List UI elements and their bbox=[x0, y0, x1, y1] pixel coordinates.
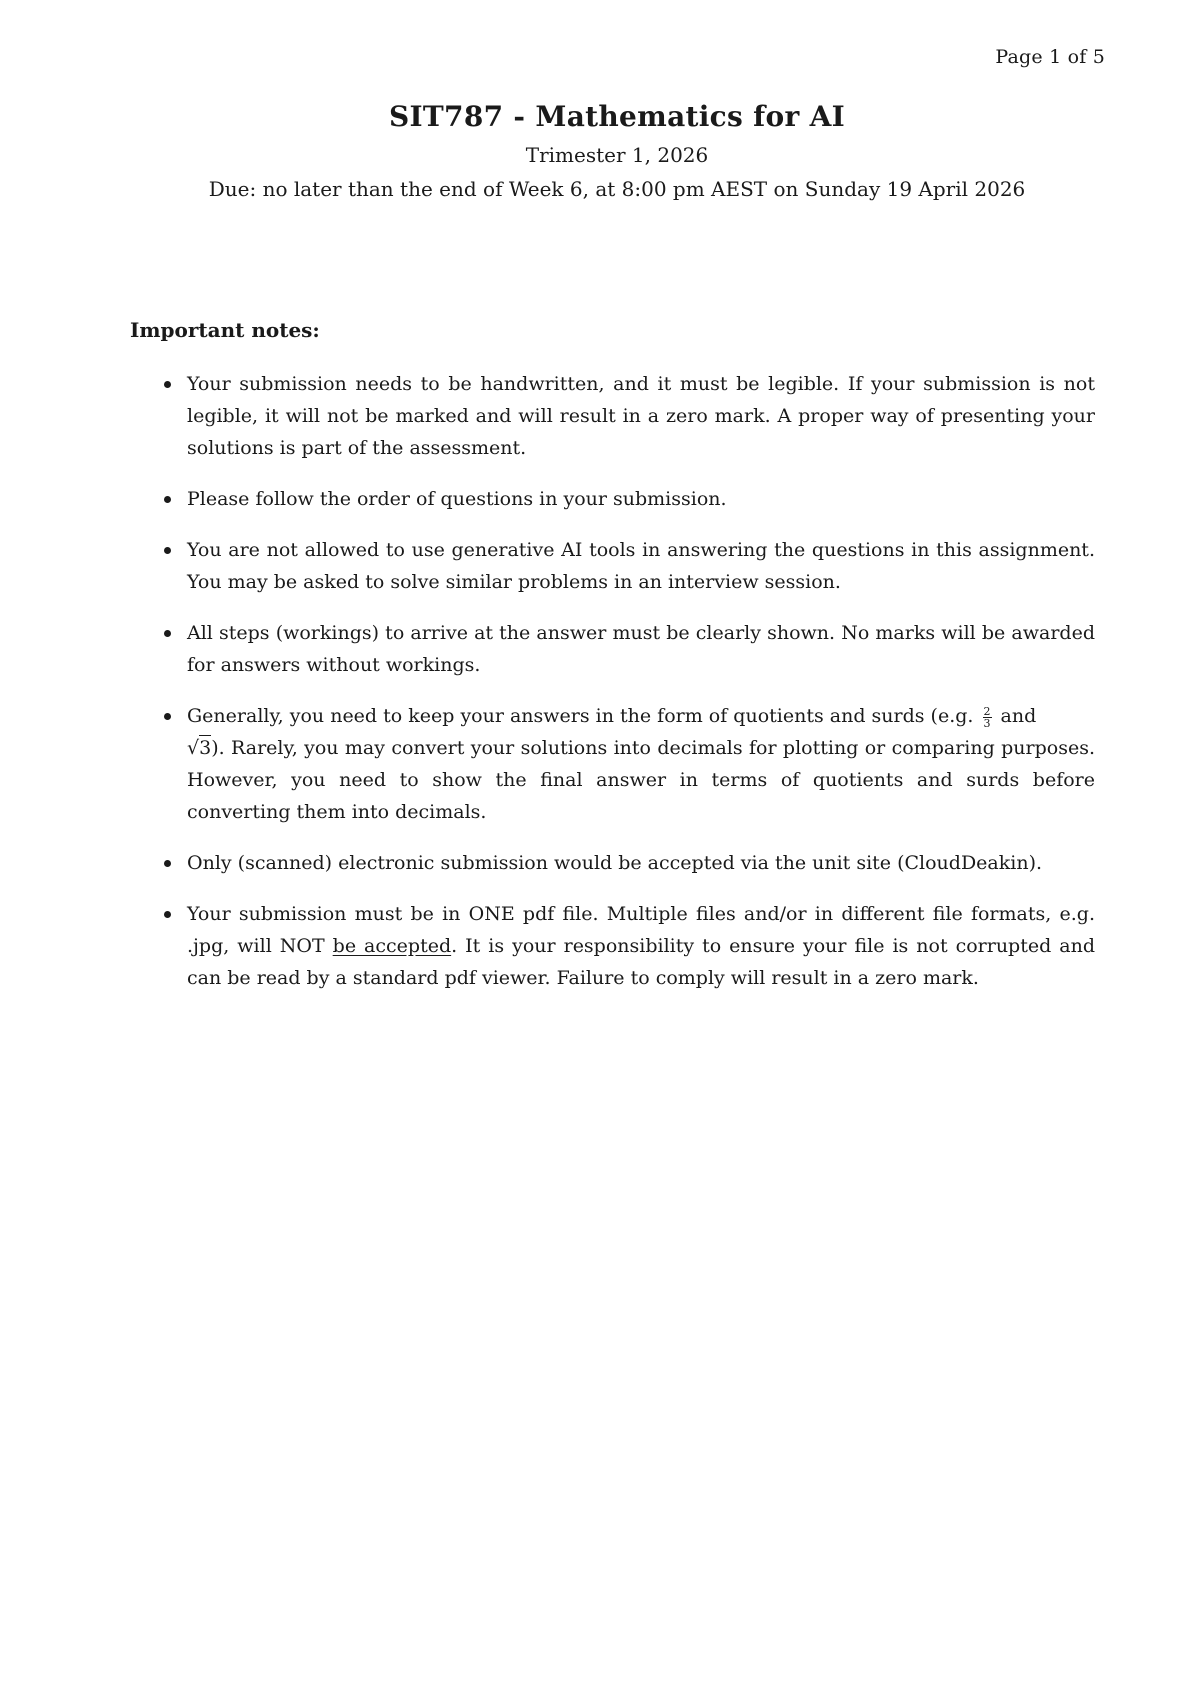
list-item bbox=[160, 617, 1095, 681]
note-text-before: Generally, you need to keep your answers in the form of quotients and surds (e.g. bbox=[187, 705, 974, 727]
bullet-icon bbox=[164, 381, 171, 388]
due-date: Due: no later than the end of Week 6, at 8:00 pm AEST on Sunday 19 April 2026 bbox=[208, 177, 1026, 201]
bullet-icon bbox=[164, 630, 171, 637]
notes-heading: Important notes: bbox=[130, 318, 320, 342]
sqrt-value: 3 bbox=[199, 737, 212, 759]
fraction-numerator: 2 bbox=[983, 704, 991, 718]
trimester-label: Trimester 1, 2026 bbox=[525, 143, 709, 167]
note-text-and: and bbox=[1000, 705, 1037, 727]
sqrt-sign: √ bbox=[187, 737, 200, 759]
bullet-icon bbox=[164, 911, 171, 918]
underlined-text: be accepted bbox=[332, 935, 452, 957]
note-text: All steps (workings) to arrive at the answer must be clearly shown. No marks will be awarded for answers without workings. bbox=[187, 622, 1095, 676]
list-item bbox=[160, 700, 1095, 828]
note-text-after: ). Rarely, you may convert your solutions into decimals for plotting or comparing purposes. However, you need to show the final answer in terms of quotients and surds before converting them into decimals. bbox=[187, 737, 1095, 823]
document-title: SIT787 - Mathematics for AI bbox=[388, 100, 845, 133]
note-text: Please follow the order of questions in your submission. bbox=[187, 488, 727, 510]
note-text: You are not allowed to use generative AI tools in answering the questions in this assignment. You may be asked to solve similar problems in an interview session. bbox=[187, 539, 1095, 593]
list-item bbox=[160, 847, 1095, 879]
list-item bbox=[160, 898, 1095, 994]
bullet-icon bbox=[164, 496, 171, 503]
note-text-before: Your submission must be in ONE pdf file. Multiple files and/or in different file formats, e.g. .jpg, will NOT bbox=[187, 903, 1095, 957]
page-number: Page 1 of 5 bbox=[995, 46, 1105, 68]
fraction bbox=[983, 706, 992, 729]
bullet-icon bbox=[164, 860, 171, 867]
document-header bbox=[0, 100, 1200, 202]
note-text: Your submission needs to be handwritten, and it must be legible. If your submission is not legible, it will not be marked and will result in a zero mark. A proper way of presenting your solutions is part of the assessment. bbox=[187, 373, 1095, 459]
fraction-denominator: 3 bbox=[983, 716, 991, 730]
bullet-icon bbox=[164, 547, 171, 554]
list-item bbox=[160, 534, 1095, 598]
note-text-after: . It is your responsibility to ensure your file is not corrupted and can be read by a standard pdf viewer. Failure to comply will result in a zero mark. bbox=[187, 935, 1095, 989]
bullet-icon bbox=[164, 713, 171, 720]
list-item bbox=[160, 483, 1095, 515]
notes-list bbox=[160, 368, 1095, 1013]
note-text: Only (scanned) electronic submission would be accepted via the unit site (CloudDeakin). bbox=[187, 852, 1043, 874]
list-item bbox=[160, 368, 1095, 464]
